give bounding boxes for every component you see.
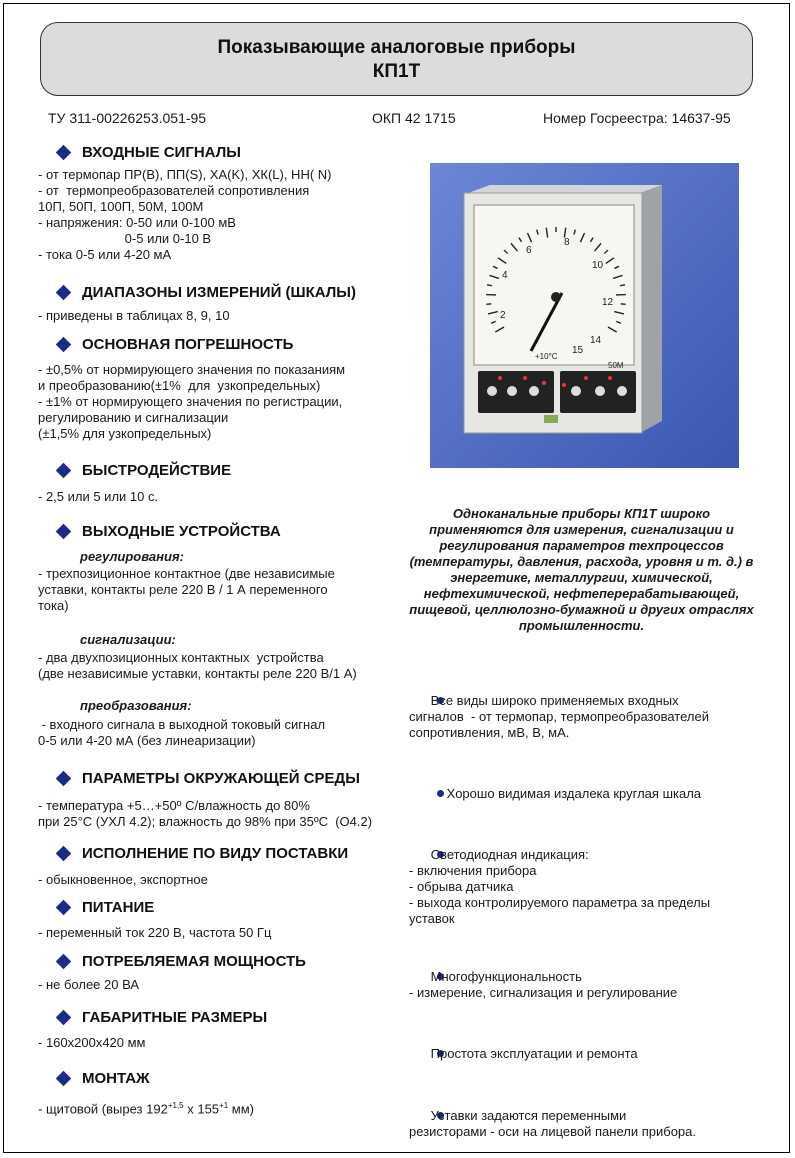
section-ranges-text: - приведены в таблицах 8, 9, 10 bbox=[38, 308, 230, 323]
mount-text-c: мм) bbox=[228, 1101, 254, 1117]
section-dims-title: ГАБАРИТНЫЕ РАЗМЕРЫ bbox=[82, 1009, 268, 1026]
dial-tick bbox=[621, 304, 626, 305]
instrument-illustration bbox=[430, 163, 739, 468]
section-mount-title: МОНТАЖ bbox=[82, 1070, 150, 1087]
outputs-sub-regulation: регулирования: bbox=[80, 549, 184, 564]
dial-label: 4 bbox=[502, 270, 508, 281]
section-outputs-title: ВЫХОДНЫЕ УСТРОЙСТВА bbox=[82, 523, 281, 540]
instrument-photo bbox=[430, 163, 739, 468]
section-consumption-heading bbox=[60, 953, 306, 970]
section-consumption-text: - не более 20 ВА bbox=[38, 977, 139, 992]
dial-label: 12 bbox=[602, 297, 614, 308]
outputs-signalling-text: - два двухпозиционных контактных устройства (две независимые уставки, контакты реле 220 В/1 А) bbox=[38, 650, 357, 681]
dial-label: 10 bbox=[592, 260, 604, 271]
feature-item: Многофункциональность - измерение, сигнализация и регулирование bbox=[409, 969, 678, 1000]
section-error-title: ОСНОВНАЯ ПОГРЕШНОСТЬ bbox=[82, 336, 294, 353]
section-supply-title: ИСПОЛНЕНИЕ ПО ВИДУ ПОСТАВКИ bbox=[82, 845, 349, 862]
outputs-sub-conversion: преобразования: bbox=[80, 698, 192, 713]
feature-item: Хорошо видимая издалека круглая шкала bbox=[425, 786, 702, 801]
description: Одноканальные приборы КП1Т широко применяются для измерения, сигнализации и регулирования параметров техпроцессов (температуры, давления, расхода, уровня и т. д.) в энергетике, металлургии, химической, нефтехимической, нефтеперерабатывающей, пищевой, целлюлозно-бумажной и других отраслях промышленности. bbox=[409, 506, 754, 633]
outputs-sub-signalling: сигнализации: bbox=[80, 632, 176, 647]
mount-tolerance-a: +1,5 bbox=[167, 1101, 184, 1110]
registry-number: Номер Госреестра: 14637-95 bbox=[543, 110, 731, 126]
mount-text-a: - щитовой (вырез 192 bbox=[38, 1101, 168, 1117]
dial-label: 8 bbox=[564, 237, 570, 248]
section-ranges-title: ДИАПАЗОНЫ ИЗМЕРЕНИЙ (ШКАЛЫ) bbox=[82, 284, 356, 301]
section-env-title: ПАРАМЕТРЫ ОКРУЖАЮЩЕЙ СРЕДЫ bbox=[82, 770, 360, 787]
outputs-regulation-text: - трехпозиционное контактное (две независимые уставки, контакты реле 220 В / 1 А переменного тока) bbox=[38, 566, 335, 613]
okp-number: ОКП 42 1715 bbox=[372, 110, 456, 126]
mount-text-b: х 155 bbox=[183, 1101, 220, 1117]
feature-item: Все виды широко применяемых входных сигналов - от термопар, термопреобразователей сопротивления, мВ, В, мА. bbox=[409, 693, 709, 740]
section-consumption-title: ПОТРЕБЛЯЕМАЯ МОЩНОСТЬ bbox=[82, 953, 306, 970]
section-ranges-heading bbox=[60, 284, 356, 301]
dial-label: 15 bbox=[572, 345, 584, 356]
dial-label: 6 bbox=[526, 245, 532, 256]
dial-tick bbox=[487, 285, 492, 286]
tu-number: ТУ 311-00226253.051-95 bbox=[48, 110, 207, 126]
title-line1: Показывающие аналоговые приборы bbox=[217, 37, 576, 58]
section-inputs-heading bbox=[60, 144, 241, 161]
section-power-text: - переменный ток 220 В, частота 50 Гц bbox=[38, 925, 272, 940]
dial-temp-text: +10°C bbox=[535, 352, 558, 361]
mount-tolerance-b: +1 bbox=[219, 1101, 229, 1110]
dial-label: 14 bbox=[590, 335, 602, 346]
section-supply-heading bbox=[60, 845, 348, 862]
section-env-heading bbox=[60, 770, 360, 787]
section-inputs-text: - от термопар ПР(В), ПП(S), ХА(K), ХК(L), НН( N) - от термопреобразователей сопротивления 10П, 50П, 100П, 50М, 100М - напряжения: 0-50 или 0-100 мВ 0-5 или 0-10 В - тока 0-5 или 4-20 мА bbox=[38, 167, 332, 262]
section-error-text: - ±0,5% от нормирующего значения по показаниям и преобразованию(±1% для узкопредельных) - ±1% от нормирующего значения по регистрации, регулированию и сигнализации (±1,5% для узкопредельных) bbox=[38, 362, 346, 441]
section-inputs-title: ВХОДНЫЕ СИГНАЛЫ bbox=[82, 144, 241, 161]
section-power-title: ПИТАНИЕ bbox=[82, 899, 155, 916]
dial-unit: 50М bbox=[608, 361, 624, 370]
outputs-conversion-text: - входного сигнала в выходной токовый сигнал 0-5 или 4-20 мА (без линеаризации) bbox=[38, 717, 326, 748]
section-dims-text: - 160х200х420 мм bbox=[38, 1035, 146, 1050]
dial-tick bbox=[486, 304, 491, 305]
dial-label: 2 bbox=[500, 310, 506, 321]
title-box bbox=[40, 22, 753, 96]
section-power-heading bbox=[60, 899, 154, 916]
title-line2: КП1Т bbox=[372, 61, 421, 82]
section-outputs-heading bbox=[60, 523, 281, 540]
feature-item: Уставки задаются переменными резисторами - оси на лицевой панели прибора. bbox=[409, 1108, 696, 1139]
section-error-heading bbox=[60, 336, 293, 353]
section-speed-heading bbox=[60, 462, 231, 479]
dial-tick bbox=[620, 285, 625, 286]
section-speed-text: - 2,5 или 5 или 10 с. bbox=[38, 489, 159, 504]
section-mount-heading bbox=[60, 1070, 150, 1087]
feature-item: Светодиодная индикация: - включения прибора - обрыва датчика - выхода контролируемого параметра за пределы уставок bbox=[409, 847, 711, 926]
section-env-text: - температура +5…+50º С/влажность до 80% при 25°С (УХЛ 4.2); влажность до 98% при 35ºС (О4.2) bbox=[38, 798, 373, 829]
feature-item: Простота эксплуатации и ремонта bbox=[409, 1046, 638, 1061]
section-dims-heading bbox=[60, 1009, 267, 1026]
section-speed-title: БЫСТРОДЕЙСТВИЕ bbox=[82, 462, 232, 479]
section-mount-text bbox=[38, 1098, 254, 1117]
section-supply-text: - обыкновенное, экспортное bbox=[38, 872, 208, 887]
